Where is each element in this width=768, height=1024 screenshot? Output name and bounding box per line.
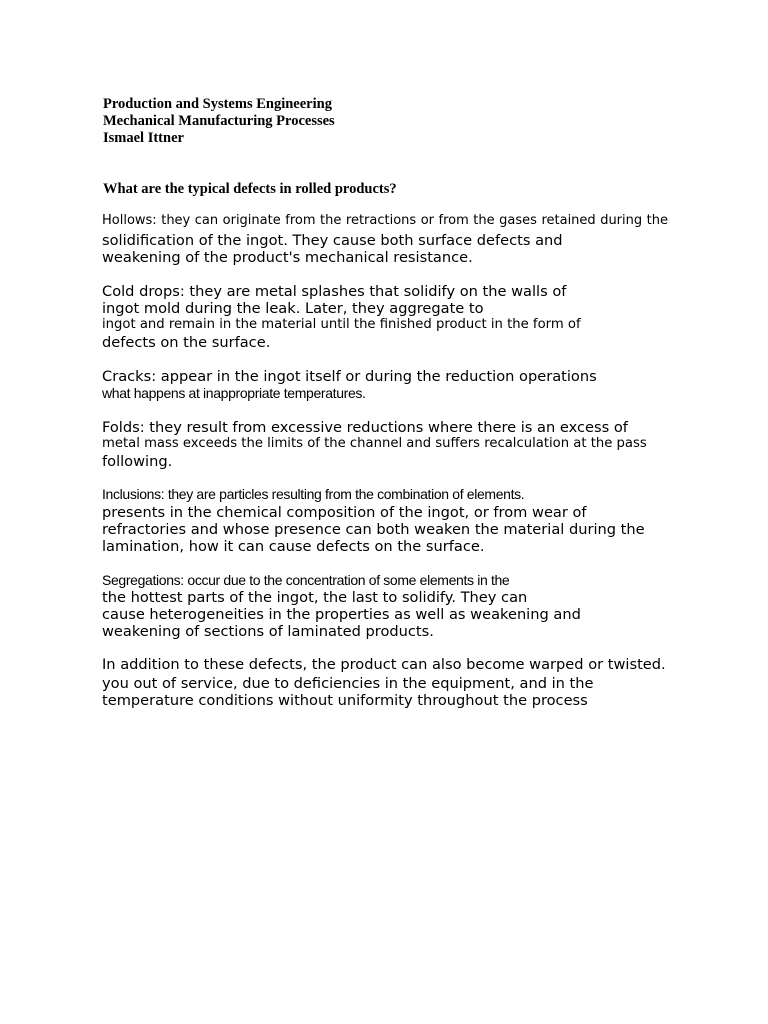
folds-line-1: Folds: they result from excessive reductions where there is an excess of [102,419,628,436]
segregations-line-1: Segregations: occur due to the concentration of some elements in the [102,572,510,588]
inclusions-line-2: presents in the chemical composition of the ingot, or from wear of [102,504,587,521]
hollows-line-3: weakening of the product's mechanical resistance. [102,249,473,266]
segregations-line-3: cause heterogeneities in the properties as well as weakening and [102,606,581,623]
additional-line-3: temperature conditions without uniformity throughout the process [102,692,588,709]
segregations-line-4: weakening of sections of laminated products. [102,623,434,640]
hollows-line-2: solidification of the ingot. They cause both surface defects and [102,232,563,249]
author-name: Ismael Ittner [103,130,184,146]
hollows-line-1: Hollows: they can originate from the retractions or from the gases retained during the [102,213,668,228]
document-header [103,96,335,147]
folds-line-3: following. [102,453,173,470]
additional-line-1: In addition to these defects, the product can also become warped or twisted. [102,656,666,673]
cracks-line-2: what happens at inappropriate temperatures. [102,385,366,401]
inclusions-line-4: lamination, how it can cause defects on the surface. [102,538,485,555]
inclusions-line-1: Inclusions: they are particles resulting from the combination of elements. [102,486,525,502]
additional-line-2: you out of service, due to deficiencies in the equipment, and in the [102,675,594,692]
cold-drops-line-1: Cold drops: they are metal splashes that solidify on the walls of [102,283,567,300]
cold-drops-line-4: defects on the surface. [102,334,271,351]
cold-drops-line-2: ingot mold during the leak. Later, they aggregate to [102,300,484,317]
segregations-line-2: the hottest parts of the ingot, the last to solidify. They can [102,589,528,606]
cracks-line-1: Cracks: appear in the ingot itself or during the reduction operations [102,368,597,385]
question-heading: What are the typical defects in rolled products? [103,181,397,197]
inclusions-line-3: refractories and whose presence can both weaken the material during the [102,521,645,538]
folds-line-2: metal mass exceeds the limits of the channel and suffers recalculation at the pass [102,436,647,451]
cold-drops-line-3: ingot and remain in the material until the finished product in the form of [102,317,581,332]
course-name: Mechanical Manufacturing Processes [103,113,335,129]
program-name: Production and Systems Engineering [103,96,332,112]
